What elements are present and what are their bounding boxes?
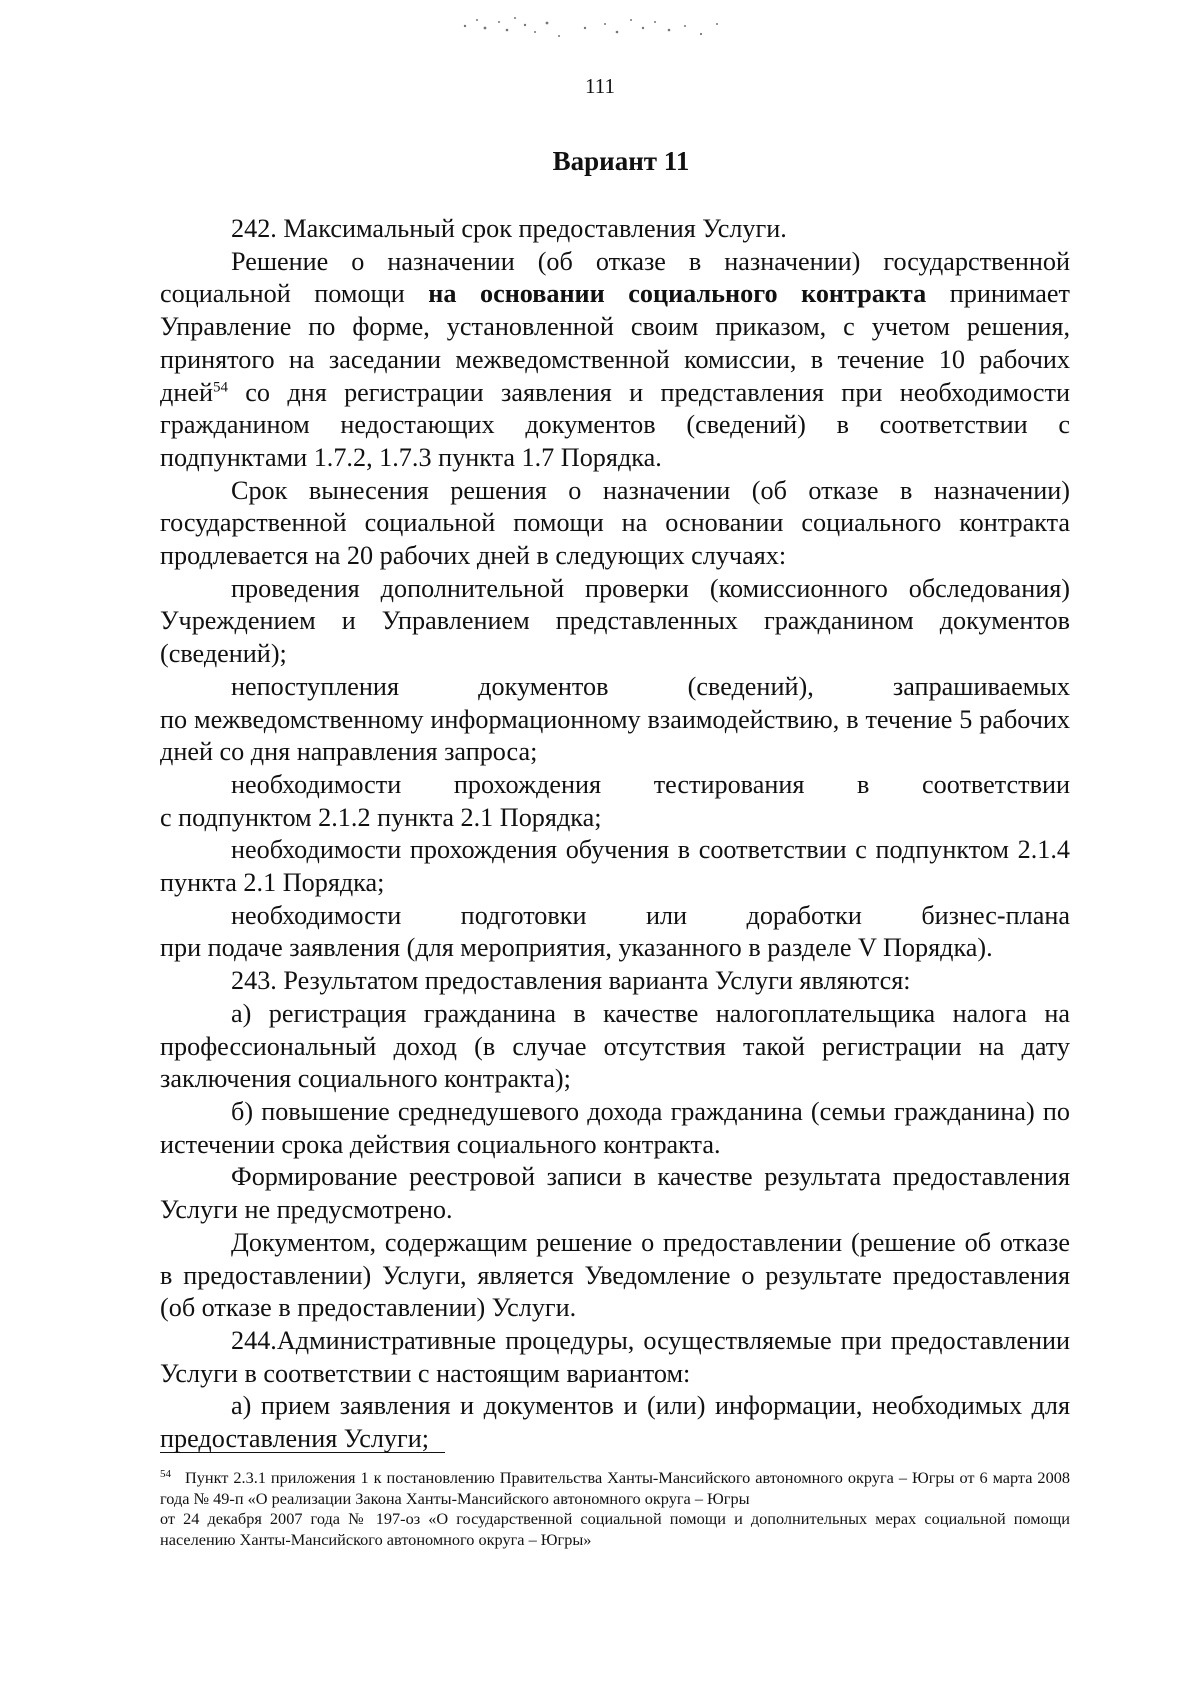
paragraph-case-documents-line1: непоступления документов (сведений), запрашиваемых [231,671,1070,701]
document-body [160,213,1070,1456]
paragraph-case-business-plan-line1: необходимости подготовки или доработки бизнес-плана [231,900,1070,930]
paragraph-registry: Формирование реестровой записи в качестве результата предоставления Услуги не предусмотрено. [160,1162,1070,1225]
paragraph-case-training: необходимости прохождения обучения в соответствии с подпунктом 2.1.4 пункта 2.1 Порядка; [160,835,1070,898]
paragraph-result-b: б) повышение среднедушевого дохода гражданина (семьи гражданина) по истечении срока действия социального контракта. [160,1096,1070,1159]
footnote-divider [160,1452,445,1453]
footnote [160,1468,1070,1550]
page-number: 111 [585,74,615,98]
paragraph-case-testing-line2: с подпунктом 2.1.2 пункта 2.1 Порядка; [160,802,602,832]
paragraph-242: 242. Максимальный срок предоставления Услуги. [231,214,787,243]
footnote-line2: от 24 декабря 2007 года № 197-оз «О государственной социальной помощи и дополнительных мерах социальной помощи населению Ханты-Мансийского автономного округа – Югры» [160,1509,1070,1549]
footnote-number: 54 [160,1467,171,1480]
paragraph-case-verification: проведения дополнительной проверки (комиссионного обследования) Учреждением и Управлением представленных гражданином документов (сведений); [160,573,1070,669]
footnote-line1: $^{54}$ Пункт 2.3.1 приложения 1 к постановлению Правительства Ханты-Мансийского автономного округа – Югры от 6 марта 2008 года № 49-п «О реализации Закона Ханты-Мансийского автономного округа – Югры [160,1467,1070,1508]
paragraph-document: Документом, содержащим решение о предоставлении (решение об отказе в предоставлении) Услуги, является Уведомление о результате предоставления (об отказе в предоставлении) Услуги. [160,1227,1070,1323]
paragraph-case-documents-line2: по межведомственному информационному взаимодействию, в течение 5 рабочих дней со дня направления запроса; [160,704,1070,767]
paragraph-243: 243. Результатом предоставления варианта Услуги являются: [231,966,911,996]
footnote-reference: 54 [212,378,228,395]
paragraph-244: 244.Административные процедуры, осуществляемые при предоставлении Услуги в соответствии с настоящим вариантом: [160,1325,1070,1388]
paragraph-procedure-a: а) прием заявления и документов и (или) информации, необходимых для предоставления Услуги; [160,1391,1070,1454]
paragraph-decision: Решение о назначении (об отказе в назначении) государственной социальной помощи на основании социального контракта принимает Управление по форме, установленной своим приказом, с учетом решения, принятого на заседании межведомственной комиссии, в течение 10 рабочих дней$^{54}$ со дня регистрации заявления и представления при необходимости гражданином недостающих документов (сведений) в соответствии с подпунктами 1.7.2, 1.7.3 пункта 1.7 Порядка. [160,246,1070,472]
page-title: Вариант 11 [552,146,690,176]
paragraph-case-testing-line1: необходимости прохождения тестирования в соответствии [231,769,1070,799]
paragraph-case-business-plan-line2: при подаче заявления (для мероприятия, указанного в разделе V Порядка). [160,933,993,963]
paragraph-result-a: а) регистрация гражданина в качестве налогоплательщика налога на профессиональный доход (в случае отсутствия такой регистрации на дату заключения социального контракта); [160,998,1070,1094]
paragraph-extension: Срок вынесения решения о назначении (об отказе в назначении) государственной социальной помощи на основании социального контракта продлевается на 20 рабочих дней в следующих случаях: [160,475,1070,571]
scan-artifact [455,8,745,48]
